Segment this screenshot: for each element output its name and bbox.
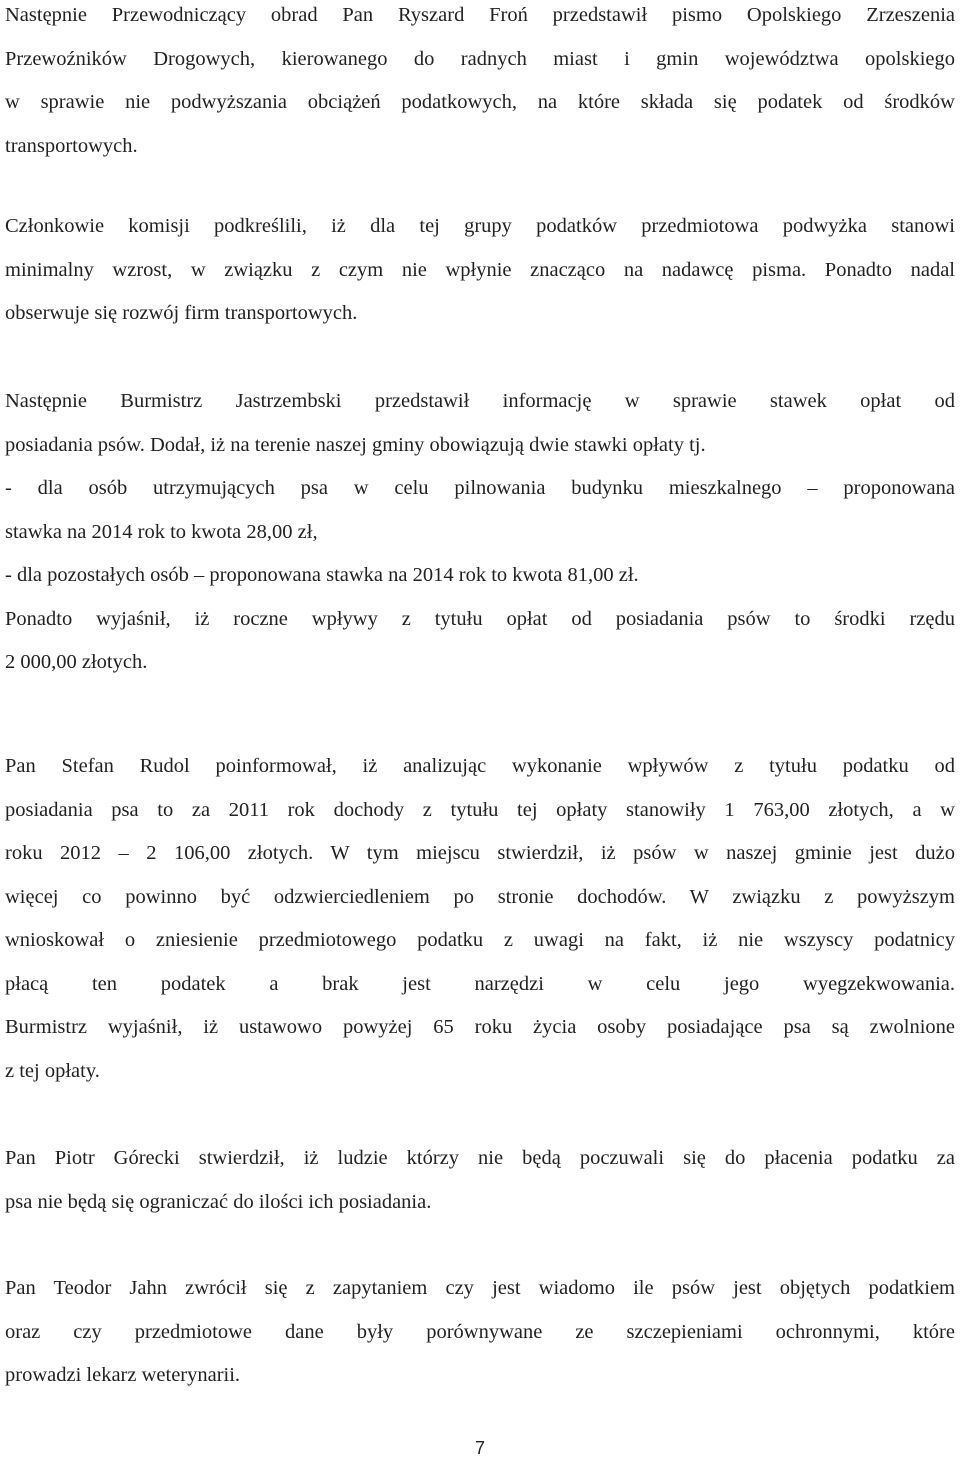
text-line: Pan Stefan Rudol poinformował, iż analizując wykonanie wpływów z tytułu podatku od [5,755,955,777]
text-line: roku 2012 – 2 106,00 złotych. W tym miejscu stwierdził, iż psów w naszej gminie jest dużo [5,842,955,864]
text-line: wnioskował o zniesienie przedmiotowego podatku z uwagi na fakt, iż nie wszyscy podatnicy [5,929,955,951]
text-line: Burmistrz wyjaśnił, iż ustawowo powyżej 65 roku życia osoby posiadające psa są zwolnione [5,1016,955,1038]
text-line: Członkowie komisji podkreślili, iż dla tej grupy podatków przedmiotowa podwyżka stanowi [5,215,955,237]
paragraph-dog-fee-rates [5,380,955,685]
text-line: posiadania psa to za 2011 rok dochody z tytułu tej opłaty stanowiły 1 763,00 złotych, a w [5,798,955,821]
paragraph-rudol-statement [5,745,955,1093]
text-line: prowadzi lekarz weterynarii. [5,1364,241,1386]
paragraph-gorecki-statement [5,1137,955,1224]
paragraph-przewoznicy-letter [5,0,955,168]
text-line: obserwuje się rozwój firm transportowych. [5,302,358,324]
text-line: z tej opłaty. [5,1059,100,1082]
text-line: więcej co powinno być odzwierciedleniem po stronie dochodów. W związku z powyższym [5,885,955,908]
text-line: płacą ten podatek a brak jest narzędzi w celu jego wyegzekwowania. [5,972,955,995]
text-line: oraz czy przedmiotowe dane były porównywane ze szczepieniami ochronnymi, które [5,1320,955,1343]
paragraph-committee-opinion [5,205,955,336]
text-line: psa nie będą się ograniczać do ilości ich posiadania. [5,1190,432,1213]
text-line: minimalny wzrost, w związku z czym nie wpłynie znacząco na nadawcę pisma. Ponadto nadal [5,258,955,281]
text-line: - dla pozostałych osób – proponowana stawka na 2014 rok to kwota 81,00 zł. [5,564,639,586]
text-line: transportowych. [5,134,138,157]
text-line: - dla osób utrzymujących psa w celu pilnowania budynku mieszkalnego – proponowana [5,477,955,499]
text-line: w sprawie nie podwyższania obciążeń podatkowych, na które składa się podatek od środków [5,91,955,113]
text-line: Przewoźników Drogowych, kierowanego do radnych miast i gmin województwa opolskiego [5,47,955,70]
text-line: Pan Teodor Jahn zwrócił się z zapytaniem czy jest wiadomo ile psów jest objętych podatkiem [5,1277,955,1299]
page-number: 7 [474,1438,485,1458]
text-line: 2 000,00 złotych. [5,651,148,673]
text-line: Następnie Przewodniczący obrad Pan Ryszard Froń przedstawił pismo Opolskiego Zrzeszenia [5,4,955,26]
text-line: Pan Piotr Górecki stwierdził, iż ludzie którzy nie będą poczuwali się do płacenia podatku za [5,1147,955,1169]
text-line: posiadania psów. Dodał, iż na terenie naszej gminy obowiązują dwie stawki opłaty tj. [5,433,706,456]
text-line: Następnie Burmistrz Jastrzembski przedstawił informację w sprawie stawek opłat od [5,390,955,412]
text-line: Ponadto wyjaśnił, iż roczne wpływy z tytułu opłat od posiadania psów to środki rzędu [5,607,955,630]
text-line: stawka na 2014 rok to kwota 28,00 zł, [5,520,318,543]
paragraph-jahn-question [5,1267,955,1398]
